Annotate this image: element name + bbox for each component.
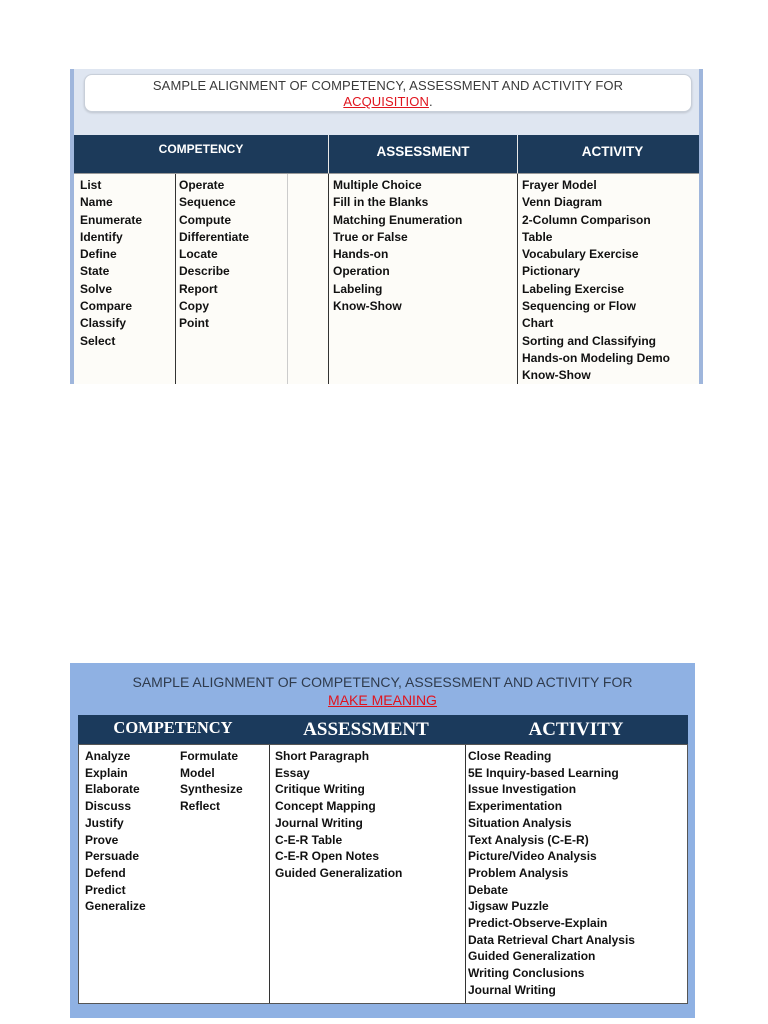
list-item: State [80,264,110,279]
list-item: Fill in the Blanks [333,195,429,210]
list-item: Persuade [85,849,140,864]
list-item: Predict [85,882,126,897]
list-item: Sequence [179,195,236,210]
list-item: Compare [80,299,133,314]
column-divider [465,745,466,1003]
acquisition-slide [70,69,703,384]
list-item: Venn Diagram [522,195,603,210]
list-item: C-E-R Open Notes [275,849,380,864]
column-divider [517,174,518,384]
table-header [74,135,703,173]
list-item: Prove [85,832,119,847]
assessment-list [275,748,402,882]
table-body [78,744,688,1004]
competency-list-2 [179,177,249,333]
list-item: Report [179,281,218,296]
list-item: Point [179,316,209,331]
list-item: Chart [522,316,554,331]
header-assessment: ASSESSMENT [303,719,429,740]
list-item: Writing Conclusions [468,966,585,981]
header-activity: ACTIVITY [517,135,703,173]
slide-title-period: . [428,94,433,109]
list-item: Solve [80,281,113,296]
list-item: Hands-on Modeling Demo [522,350,670,365]
list-item: Know-Show [333,299,402,314]
slide-title-highlight: ACQUISITION [343,94,429,109]
list-item: Jigsaw Puzzle [468,899,549,914]
competency-list-1 [80,177,142,350]
list-item: Hands-on [333,247,389,262]
column-divider [175,174,176,384]
list-item: Journal Writing [468,982,556,997]
list-item: Know-Show [522,368,591,383]
slide-title-box [84,74,692,112]
list-item: Close Reading [468,749,552,763]
list-item: Classify [80,316,127,331]
list-item: Analyze [85,749,131,763]
list-item: Picture/Video Analysis [468,849,597,864]
list-item: Name [80,195,113,210]
make-meaning-slide [70,663,695,1018]
list-item: Data Retrieval Chart Analysis [468,932,635,947]
slide-title-highlight: MAKE MEANING [328,692,437,708]
table-header [78,715,688,744]
list-item: Labeling [333,281,383,296]
list-item: Issue Investigation [468,782,577,797]
list-item: Justify [85,815,124,830]
list-item: Model [180,765,215,780]
slide-title-line1: SAMPLE ALIGNMENT OF COMPETENCY, ASSESSMENT AND ACTIVITY FOR [132,674,633,690]
list-item: Predict-Observe-Explain [468,916,608,931]
list-item: Operation [333,264,390,279]
list-item: Text Analysis (C-E-R) [468,832,589,847]
list-item: Vocabulary Exercise [522,247,639,262]
table-body [74,173,703,384]
competency-list-2 [180,748,243,815]
list-item: Labeling Exercise [522,281,625,296]
list-item: Generalize [85,899,146,914]
list-item: Sorting and Classifying [522,333,657,348]
list-item: Frayer Model [522,178,597,192]
header-competency: COMPETENCY [158,142,244,156]
header-activity: ACTIVITY [528,719,624,740]
header-competency: COMPETENCY [113,718,233,737]
list-item: Formulate [180,749,239,763]
list-item: Operate [179,178,225,192]
slide-title-line1: SAMPLE ALIGNMENT OF COMPETENCY, ASSESSMENT AND ACTIVITY FOR [152,78,624,93]
list-item: 2-Column Comparison [522,212,651,227]
assessment-list [333,177,462,315]
list-item: Pictionary [522,264,581,279]
list-item: Table [522,229,553,244]
list-item: Matching Enumeration [333,212,463,227]
list-item: Essay [275,765,310,780]
list-item: Journal Writing [275,815,363,830]
list-item: Compute [179,212,231,227]
competency-list-1 [85,748,146,915]
list-item: Elaborate [85,782,140,797]
list-item: Select [80,333,116,348]
list-item: Explain [85,765,128,780]
list-item: Experimentation [468,799,563,814]
list-item: Guided Generalization [275,865,403,880]
activity-list [522,177,670,384]
list-item: True or False [333,229,408,244]
list-item: Define [80,247,117,262]
list-item: Copy [179,299,209,314]
list-item: Concept Mapping [275,799,376,814]
list-item: Critique Writing [275,782,365,797]
list-item: Multiple Choice [333,178,422,192]
list-item: Describe [179,264,230,279]
list-item: List [80,178,102,192]
list-item: Differentiate [179,229,250,244]
column-divider [269,745,270,1003]
list-item: Situation Analysis [468,815,572,830]
list-item: Guided Generalization [468,949,596,964]
list-item: Short Paragraph [275,749,370,763]
slide-title [70,673,695,709]
list-item: Reflect [180,799,221,814]
list-item: 5E Inquiry-based Learning [468,765,619,780]
list-item: Defend [85,865,126,880]
list-item: C-E-R Table [275,832,343,847]
list-item: Synthesize [180,782,243,797]
column-divider [287,174,288,384]
header-assessment: ASSESSMENT [328,135,517,173]
list-item: Debate [468,882,509,897]
activity-list [468,748,635,999]
column-divider [328,174,329,384]
list-item: Identify [80,229,123,244]
list-item: Locate [179,247,218,262]
list-item: Discuss [85,799,132,814]
list-item: Problem Analysis [468,865,569,880]
list-item: Enumerate [80,212,143,227]
list-item: Sequencing or Flow [522,299,637,314]
